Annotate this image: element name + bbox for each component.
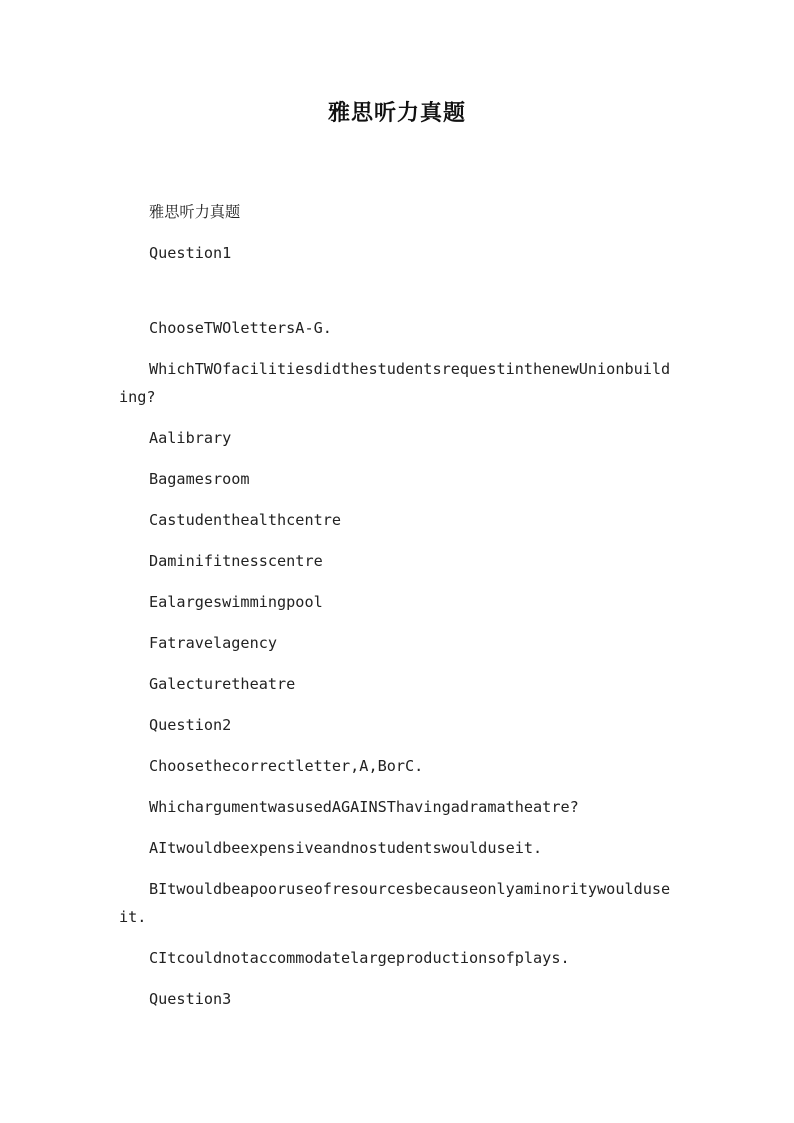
question-2-option-c: CItcouldnotaccommodatelargeproductionsofplays. [149, 949, 570, 967]
option-e: Ealargeswimmingpool [149, 593, 323, 611]
question-2-option-b: BItwouldbeapooruseofresourcesbecauseonlyaminoritywoulduseit. [119, 880, 671, 926]
question-2-heading: Question2 [149, 716, 232, 734]
question-2-option-a: AItwouldbeexpensiveandnostudentswoulduseit. [149, 839, 543, 857]
document-title: 雅思听力真题 [327, 100, 466, 126]
question-2-prompt: WhichargumentwasusedAGAINSThavingadramatheatre? [149, 798, 579, 816]
paragraph-subtitle: 雅思听力真题 [149, 203, 241, 221]
option-c: Castudenthealthcentre [149, 511, 342, 529]
question-1-heading: Question1 [149, 244, 232, 262]
option-g: Galecturetheatre [149, 675, 296, 693]
option-f: Fatravelagency [149, 634, 278, 652]
question-2-instruction: Choosethecorrectletter,A,BorC. [149, 757, 424, 775]
option-b: Bagamesroom [149, 470, 250, 488]
question-3-heading: Question3 [149, 990, 232, 1008]
question-1-instruction: ChooseTWOlettersA-G. [149, 319, 332, 337]
option-d: Daminifitnesscentre [149, 552, 323, 570]
question-1-prompt: WhichTWOfacilitiesdidthestudentsrequestinthenewUnionbuilding? [119, 360, 671, 406]
document-body [119, 198, 675, 1013]
option-a: Aalibrary [149, 429, 232, 447]
